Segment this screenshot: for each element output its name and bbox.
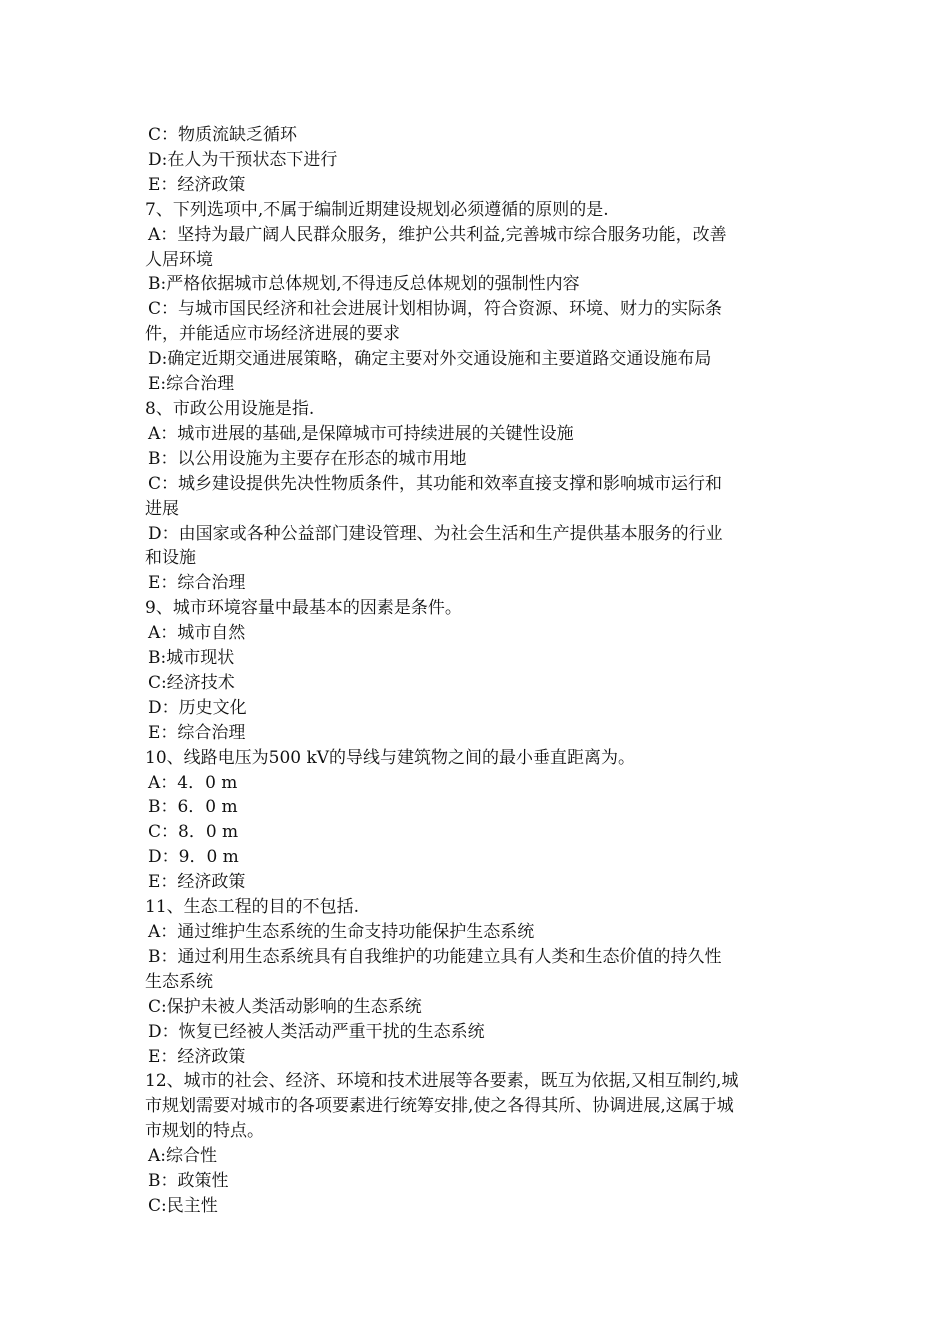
answer-option: B:城市现状 — [148, 648, 235, 669]
answer-option: C：与城市国民经济和社会进展计划相协调，符合资源、环境、财力的实际条 — [148, 299, 723, 320]
text-continuation: 人居环境 — [145, 249, 213, 270]
text-continuation: 生态系统 — [145, 971, 213, 992]
text-continuation: 件，并能适应市场经济进展的要求 — [145, 324, 400, 345]
answer-option: A：城市自然 — [148, 623, 246, 644]
document-page — [145, 123, 810, 1219]
answer-option: B：6．0 m — [148, 797, 238, 818]
question-text: 9、城市环境容量中最基本的因素是条件。 — [145, 598, 462, 619]
answer-option: D:确定近期交通进展策略，确定主要对外交通设施和主要道路交通设施布局 — [148, 349, 712, 370]
answer-option: A：通过维护生态系统的生命支持功能保护生态系统 — [148, 922, 535, 942]
answer-option: D：历史文化 — [148, 697, 247, 718]
answer-option: D：恢复已经被人类活动严重干扰的生态系统 — [148, 1021, 485, 1042]
answer-option: E：经济政策 — [148, 1046, 246, 1067]
answer-option: E：经济政策 — [148, 174, 246, 195]
answer-option: C:经济技术 — [148, 672, 235, 693]
question-text: 11、生态工程的目的不包括. — [145, 897, 360, 918]
answer-option: C:保护未被人类活动影响的生态系统 — [148, 996, 422, 1017]
answer-option: D:在人为干预状态下进行 — [148, 149, 338, 170]
answer-option: C：物质流缺乏循环 — [148, 125, 298, 145]
text-continuation: 市规划的特点。 — [145, 1121, 264, 1142]
answer-option: A:综合性 — [148, 1146, 218, 1167]
answer-option: D：由国家或各种公益部门建设管理、为社会生活和生产提供基本服务的行业 — [148, 523, 723, 544]
answer-option: E：综合治理 — [148, 573, 246, 594]
question-text: 12、城市的社会、经济、环境和技术进展等各要素，既互为依据,又相互制约,城 — [145, 1071, 739, 1092]
text-continuation: 进展 — [145, 498, 179, 519]
text-continuation: 和设施 — [145, 548, 196, 569]
answer-option: E：经济政策 — [148, 872, 246, 893]
answer-option: B：通过利用生态系统具有自我维护的功能建立具有人类和生态价值的持久性 — [148, 946, 722, 967]
answer-option: B:严格依据城市总体规划,不得违反总体规划的强制性内容 — [148, 274, 580, 295]
answer-option: A：坚持为最广阔人民群众服务，维护公共利益,完善城市综合服务功能，改善 — [148, 224, 727, 245]
answer-option: E：综合治理 — [148, 722, 246, 743]
answer-option: A：4．0 m — [148, 772, 238, 793]
answer-option: C：8．0 m — [148, 822, 239, 843]
answer-option: D：9．0 m — [148, 847, 239, 868]
answer-option: B：以公用设施为主要存在形态的城市用地 — [148, 448, 467, 469]
question-text: 8、市政公用设施是指. — [145, 398, 315, 419]
answer-option: C：城乡建设提供先决性物质条件，其功能和效率直接支撑和影响城市运行和 — [148, 473, 723, 494]
answer-option: C:民主性 — [148, 1195, 218, 1216]
answer-option: A：城市进展的基础,是保障城市可持续进展的关键性设施 — [148, 423, 574, 444]
text-continuation: 市规划需要对城市的各项要素进行统筹安排,使之各得其所、协调进展,这属于城 — [145, 1096, 734, 1117]
question-text: 10、线路电压为500 kV的导线与建筑物之间的最小垂直距离为。 — [145, 747, 636, 768]
question-text: 7、下列选项中,不属于编制近期建设规划必须遵循的原则的是. — [145, 199, 609, 220]
answer-option: B：政策性 — [148, 1171, 229, 1192]
answer-option: E:综合治理 — [148, 374, 235, 395]
